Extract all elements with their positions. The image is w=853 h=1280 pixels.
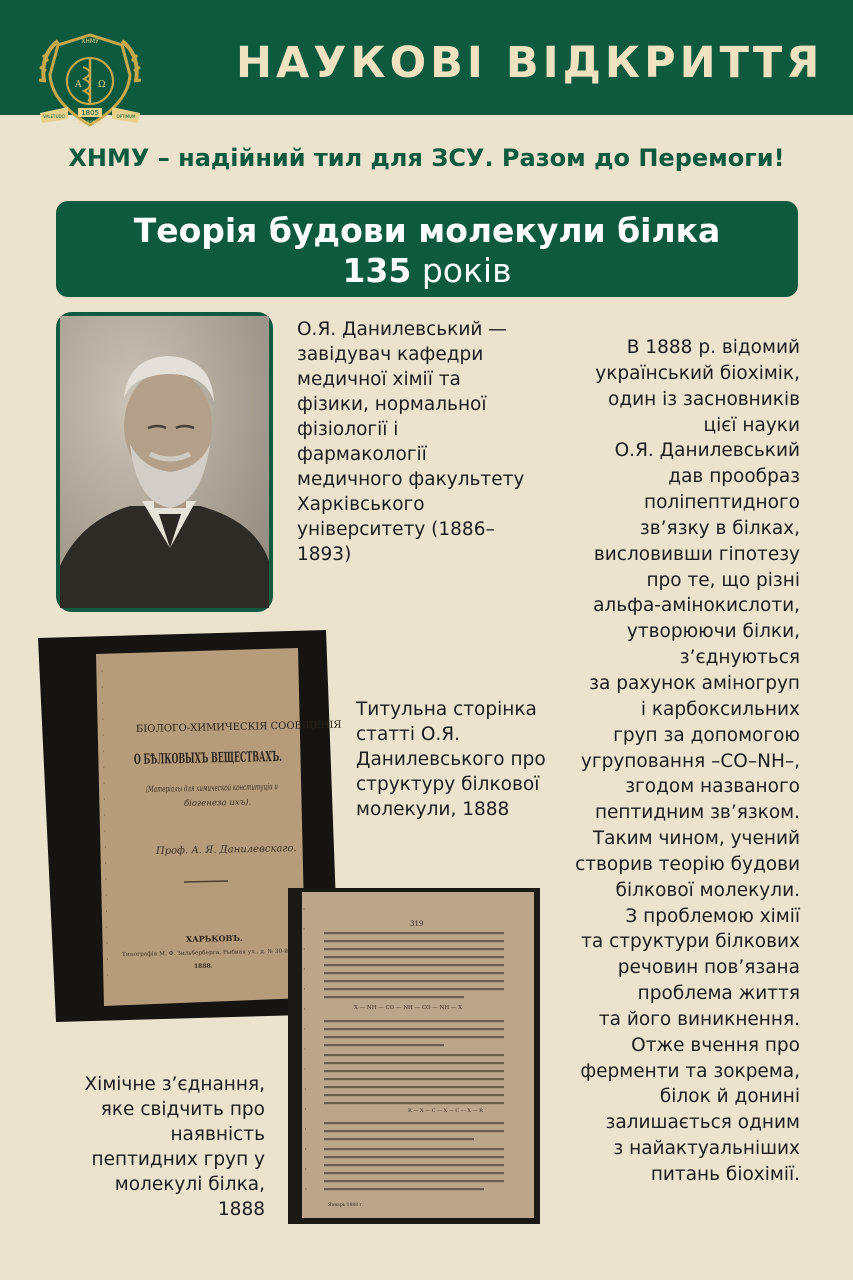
crest-year: 1805 xyxy=(81,109,99,117)
biography-line: О.Я. Данилевський xyxy=(614,440,800,462)
inner-page-number: 319 xyxy=(410,920,424,928)
title-page-author: Проф. А. Я. Данилевскаго. xyxy=(155,843,297,857)
title-page-city: ХАРЬКОВЪ. xyxy=(185,932,243,944)
topic-banner xyxy=(56,201,798,297)
crest-motto-center: EST BONUM xyxy=(78,120,102,125)
crest-motto-right: OPTIMUM xyxy=(116,114,136,119)
biography-line: український біохімік, xyxy=(595,362,800,384)
biography-line: один із засновників xyxy=(608,388,800,410)
biography-line: та його виникнення. xyxy=(598,1008,800,1030)
inner-page-formula-1: X — NH — CO — NH — CO — NH — X xyxy=(354,1005,463,1011)
biography-line: поліпептидного xyxy=(644,492,800,514)
biography-line: та структури білкових xyxy=(581,931,800,953)
biography-line: питань біохімії. xyxy=(650,1164,800,1185)
biography-line: угруповання –CO–NH–, xyxy=(580,750,800,772)
slogan: ХНМУ – надійний тил для ЗСУ. Разом до Перемоги! xyxy=(68,144,785,172)
header-bar xyxy=(0,0,853,125)
crest-top-text: ХНМУ xyxy=(81,38,99,45)
biography-line: білкової молекули. xyxy=(615,879,800,901)
title-page-caption: Титульна сторінка статті О.Я. Данилевського про структуру білкової молекули, 1888 xyxy=(356,699,546,820)
biography-line: за рахунок аміногруп xyxy=(589,672,800,694)
title-page-year: 1888. xyxy=(193,962,213,970)
page-title: НАУКОВІ ВІДКРИТТЯ xyxy=(236,38,824,88)
biography-line: з’єднуються xyxy=(679,647,800,669)
crest-motto-left: VALETUDO xyxy=(43,114,65,119)
inner-page-image xyxy=(288,888,540,1224)
biography-text xyxy=(560,335,800,1188)
biography-line: білок й донині xyxy=(659,1086,800,1108)
biography-line: В 1888 р. відомий xyxy=(626,337,800,358)
title-page-line4: біогенеза ихъ). xyxy=(183,797,252,809)
biography-line: дав прообраз xyxy=(668,466,800,488)
biography-line: і карбоксильних xyxy=(640,698,800,720)
inner-page-formula-2: R — X — C — X — C — X — R xyxy=(408,1108,483,1114)
inner-page-text-block-1 xyxy=(324,932,504,998)
biography-line: про те, що різні xyxy=(646,569,800,591)
biography-line: проблема життя xyxy=(637,983,800,1005)
portrait-photo xyxy=(56,312,273,612)
portrait-illustration xyxy=(60,316,269,608)
biography-line: з найактуальніших xyxy=(613,1138,800,1160)
biography-line: Отже вчення про xyxy=(631,1034,800,1056)
biography-line: пептидним зв’язком. xyxy=(594,802,800,824)
inner-page-footer: Январь 1888 г. xyxy=(328,1203,364,1208)
chemical-compound-caption: Хімічне з’єднання, яке свідчить про наявність пептидних груп у молекулі білка, 1888 xyxy=(84,1074,265,1220)
biography-line: залишається одним xyxy=(605,1112,800,1134)
biography-line: альфа-амінокислоти, xyxy=(593,595,800,617)
anniversary-word: років xyxy=(421,251,512,290)
crest-alpha: A xyxy=(75,80,82,90)
biography-line: речовин пов’язана xyxy=(617,957,800,979)
biography-line: Таким чином, учений xyxy=(592,828,800,850)
biography-line: цієї науки xyxy=(703,414,800,436)
banner-anniversary xyxy=(56,251,798,290)
title-page-line1: БІОЛОГО-ХИМИЧЕСКІЯ СООБЩЕНІЯ xyxy=(135,719,342,735)
anniversary-number: 135 xyxy=(342,251,412,290)
biography-line: груп за допомогою xyxy=(613,724,800,746)
title-page-line2: О БѢЛКОВЫХЪ ВЕЩЕСТВАХЪ. xyxy=(133,746,396,768)
banner-title: Теорія будови молекули білка xyxy=(133,211,721,250)
biography-line: утворюючи білки, xyxy=(626,621,800,643)
biography-line: згодом названого xyxy=(625,776,800,798)
biography-line: З проблемою хімії xyxy=(625,905,800,927)
biography-line: висловивши гіпотезу xyxy=(593,543,800,565)
title-page-printer: Типографія М. Ф. Зильберберга, Рыбная ул., д. № 30-й. xyxy=(121,948,282,958)
biography-line: ферменти та зокрема, xyxy=(580,1060,800,1082)
portrait-caption: О.Я. Данилевський — завідувач кафедри медичної хімії та фізики, нормальної фізіології і фармакології медичного факультету Харківського університету (1886–1893) xyxy=(297,319,525,565)
biography-line: створив теорію будови xyxy=(575,853,800,875)
crest-omega: Ω xyxy=(98,80,106,90)
title-page-line3: (Матеріалы для химической конституціи и xyxy=(145,780,350,795)
university-crest-icon xyxy=(38,31,142,129)
biography-line: зв’язку в білках, xyxy=(639,517,800,539)
